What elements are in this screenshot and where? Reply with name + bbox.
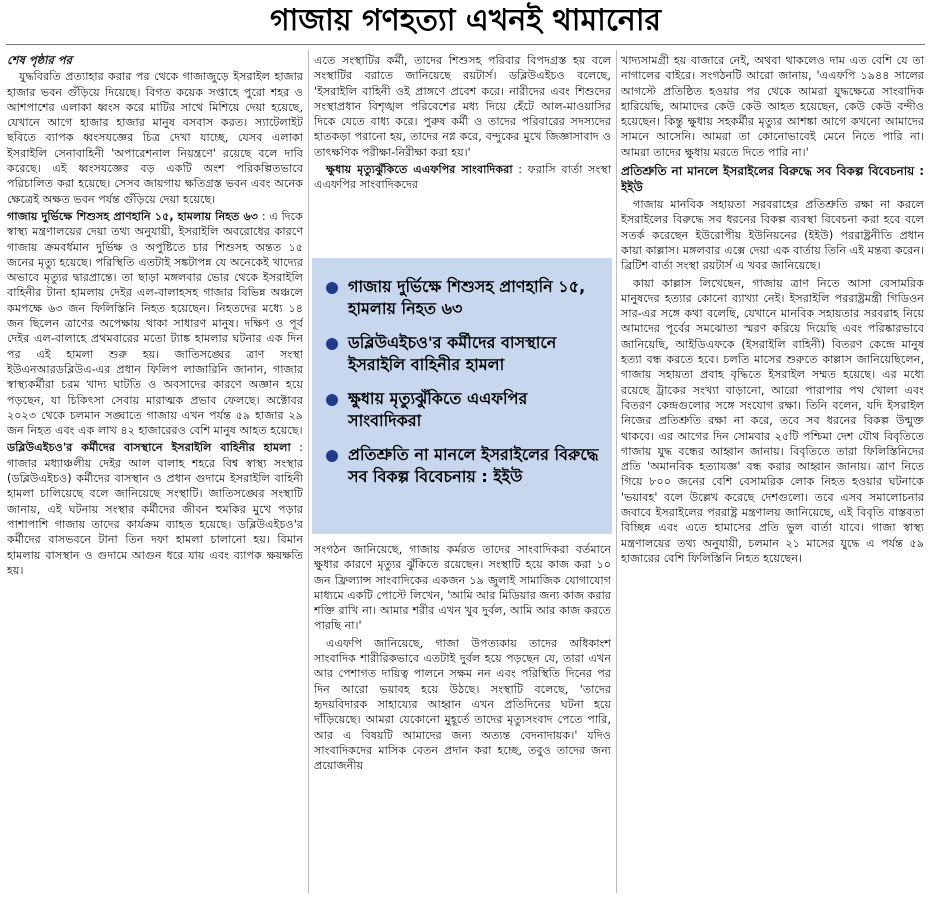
paragraph: এএফপি জানিয়েছে, গাজা উপত্যকায় তাদের অধিকাংশ সাংবাদিক শারীরিকভাবে এতটাই দুর্বল হয়ে পড়ছেন যে, তারা এখন আর পেশাগত দায়িত্ব পালনে সক্ষম নন এবং পরিস্থিতি দিনের পর দিন আরো ভয়াবহ হয়ে উঠছে। সংস্থাটি বলেছে, 'তাদের হৃদয়বিদারক সাহায্যের আহ্বান এখন প্রতিদিনের ঘটনা হয়ে দাঁড়িয়েছে। আমরা যেকোনো মুহূর্তে তাদের মৃত্যুসংবাদ পেতে পারি, আর এ বিষয়টি আমাদের জন্য অত্যন্ত বেদনাদায়ক।' যদিও সাংবাদিকদের মাসিক বেতন প্রদান করা হচ্ছে, তবুও তাদের জন্য প্রয়োজনীয়: [314, 636, 611, 773]
highlight-text: ডব্লিউএইচও'র কর্মীদের বাসস্থানে ইসরাইলি বাহিনীর হামলা: [348, 333, 557, 374]
bullet-icon: [326, 282, 338, 294]
paragraph: [314, 162, 611, 193]
paragraph: যুদ্ধবিরতি প্রত্যাহার করার পর থেকে গাজাজুড়ে ইসরাইল হাজার হাজার ভবন গুঁড়িয়ে দিয়েছে। বিগত কয়েক সপ্তাহে পুরো শহর ও আশপাশের এলাকা ধ্বংস করে মাটির সাথে মিশিয়ে দেয়া হয়েছে, যেখানে আগে হাজার হাজার মানুষ বসবাস করত। স্যাটেলাইট ছবিতে ব্যাপক ধ্বংসযজ্ঞের চিত্র দেখা যাচ্ছে, যেসব এলাকা ইসরাইলি সেনাবাহিনী 'অপারেশনাল নিয়ন্ত্রণে' রয়েছে বলে দাবি করেছে। এই ধ্বংসযজ্ঞের বড় একটি অংশ পরিকল্পিতভাবে পরিচালিত করা হয়েছে। সেসব জায়গায় ক্ষতিগ্রস্ত ভবন এবং অনেক ক্ষেত্রেই অক্ষত ভবন পর্যন্ত গুঁড়িয়ে দেয়া হয়েছে।: [7, 70, 303, 206]
highlight-text: প্রতিশ্রুতি না মানলে ইসরাইলের বিরুদ্ধে সব বিকল্প বিবেচনায় : ইইউ: [348, 445, 599, 486]
paragraph: [7, 209, 303, 438]
column-divider: [308, 50, 309, 893]
paragraph: গাজায় মানবিক সহায়তা সরবরাহের প্রতিশ্রুতি রক্ষা না করলে ইসরাইলের বিরুদ্ধে সব ধরনের বিকল্প ব্যবস্থা বিবেচনা করা হবে বলে সতর্ক করেছেন ইউরোপীয় ইউনিয়নের (ইইউ) পররাষ্ট্রনীতি প্রধান কায়া কাল্লাস। মঙ্গলবার এক্সে দেয়া এক বার্তায় তিনি এই মন্তব্য করেন। ব্রিটিশ বার্তা সংস্থা রয়টার্স এ খবর জানিয়েছে।: [621, 198, 924, 273]
paragraph: এতে সংস্থাটির কর্মী, তাদের শিশুসহ পরিবার বিপদগ্রস্ত হয় বলে সংস্থাটির বরাতে জানিয়েছে রয়টার্স। ডব্লিউএইচও বলেছে, 'ইসরাইলি বাহিনী ওই প্রাঙ্গণে প্রবেশ করে। নারীদের এবং শিশুদের সংস্থাপ্রধান বিশৃঙ্খল পরিবেশের মধ্য দিয়ে হেঁটে আল-মাওয়াসির দিকে যেতে বাধ্য করে। পুরুষ কর্মী ও তাদের পরিবারের সদস্যদের হাতকড়া পরানো হয়, তাদের নগ্ন করে, বন্দুকের মুখে জিজ্ঞাসাবাদ ও তাৎক্ষণিক পরীক্ষা-নিরীক্ষা করা হয়।': [314, 54, 611, 159]
paragraph-text: : এ দিকে স্বাস্থ্য মন্ত্রণালয়ের দেয়া তথ্য অনুযায়ী, ইসরাইলি অবরোধের কারণে গাজায় ক্রমবর্ধমান দুর্ভিক্ষ ও অপুষ্টিতে চার শিশুসহ অন্তত ১৫ জনের মৃত্যু হয়েছে। পরিস্থিতি এতটাই সঙ্কটাপন্ন যে অনেকেই খাদ্যের অভাবে মৃত্যুর দ্বারপ্রান্তে। তা ছাড়া মঙ্গলবার ভোর থেকে ইসরাইলি বাহিনীর টানা হামলায় দেইর এল-বালাহসহ গাজার বিভিন্ন অঞ্চলে কমপক্ষে ৬৩ জন ফিলিস্তিনি নিহত হয়েছেন। নিহতদের মধ্যে ১৪ জন ছিলেন ত্রাণের অপেক্ষায় থাকা সাধারণ মানুষ। দক্ষিণ ও পূর্ব দেইর এল-বালাহে প্রথমবারের মতো ট্যাঙ্ক হামলার ঘটনার এক দিন পর এই হামলা শুরু হয়। জাতিসঙ্ঘের ত্রাণ সংস্থা ইউএনআরডব্লিউএ-এর প্রধান ফিলিপ লাজারিনি জানান, গাজার স্বাস্থ্যকর্মীরা চরম খাদ্য ঘাটতি ও অবসাদের কারণে অজ্ঞান হয়ে পড়ছেন, যা চিকিৎসা সেবায় মারাত্মক প্রভাব ফেলছে। অক্টোবর ২০২৩ থেকে চলমান সঙ্ঘাতে গাজায় এখন পর্যন্ত ৫৯ হাজার ২৯ জন নিহত এবং এক লাখ ৪২ হাজারেরও বেশি মানুষ আহত হয়েছে।: [7, 209, 303, 438]
highlight-text: গাজায় দুর্ভিক্ষে শিশুসহ প্রাণহানি ১৫, হামলায় নিহত ৬৩: [348, 277, 586, 318]
article-column-1: [7, 53, 303, 893]
bullet-icon: [326, 338, 338, 350]
subheading: ক্ষুধায় মৃত্যুঝুঁকিতে এএফপির সাংবাদিকরা: [326, 163, 513, 177]
continuation-kicker: শেষ পৃষ্ঠার পর: [7, 53, 72, 67]
subheading: প্রতিশ্রুতি না মানলে ইসরাইলের বিরুদ্ধে সব বিকল্প বিবেচনায় : ইইউ: [621, 164, 924, 195]
paragraph: কায়া কাল্লাস লিখেছেন, গাজায় ত্রাণ নিতে আসা বেসামরিক মানুষদের হত্যার কোনো ব্যাখ্যা নেই। ইসরাইলি পররাষ্ট্রমন্ত্রী গিডিওন সার-এর সঙ্গে কথা বলেছি, যেখানে মানবিক সহায়তার সরবরাহ নিয়ে আমাদের পূর্বের সমঝোতা স্মরণ করিয়ে দিয়েছি এবং পরিষ্কারভাবে জানিয়েছি, আইডিএফকে (ইসরাইলি বাহিনী) বিতরণ কেন্দ্রে মানুষ হত্যা বন্ধ করতে হবে। চলতি মাসের শুরুতে কাল্লাস জানিয়েছিলেন, গাজায় সহায়তা প্রবাহ বৃদ্ধিতে ইসরাইল সম্মত হয়েছে। এর মধ্যে রয়েছে ট্রাকের সংখ্যা বাড়ানো, আরো পারাপার পথ খোলা এবং বিতরণ কেন্দ্রগুলোর সঙ্গে সংযোগ রক্ষা। তিনি বলেন, যদি ইসরাইল নিজের প্রতিশ্রুতি রক্ষা না করে, তবে সব ধরনের বিকল্প উন্মুক্ত থাকবে। এর আগের দিন সোমবার ২৫টি পশ্চিমা দেশ যৌথ বিবৃতিতে গাজায় যুদ্ধ বন্ধের আহ্বান জানায়। বিবৃতিতে তারা ফিলিস্তিনিদের প্রতি 'অমানবিক হত্যাযজ্ঞ' বন্ধ করার আহ্বান জানায়। ত্রাণ নিতে গিয়ে ৮০০ জনের বেশি বেসামরিক লোক নিহত হওয়ার ঘটনাকে 'ভয়াবহ' বলে উল্লেখ করেছে দেশগুলো। তবে এসব সমালোচনার জবাবে ইসরাইলের পররাষ্ট্র মন্ত্রণালয় জানিয়েছে, এই বিবৃতি বাস্তবতা বিচ্ছিন্ন এবং এতে হামাসের প্রতি ভুল বার্তা যাবে। গাজা স্বাস্থ্য মন্ত্রণালয়ের তথ্য অনুযায়ী, চলমান ২১ মাসের যুদ্ধে এ পর্যন্ত ৫৯ হাজারের বেশি ফিলিস্তিনি নিহত হয়েছেন।: [621, 276, 924, 565]
highlight-item: [326, 276, 602, 320]
headline-divider: [6, 44, 925, 45]
paragraph-text: : ফরাসি বার্তা সংস্থা এএফপির সাংবাদিকদের: [314, 163, 611, 192]
article-column-2-bottom: [314, 542, 611, 894]
paragraph: [7, 440, 303, 578]
paragraph-text: : গাজার মধ্যাঞ্চলীয় দেইর আল বালাহ শহরে বিশ্ব স্বাস্থ্য সংস্থার (ডব্লিউএইচও) কর্মীদের বাসস্থান ও প্রধান গুদামে ইসরাইলি বাহিনী হামলা চালিয়েছে বলে জানিয়েছে সংস্থাটি। জাতিসঙ্ঘের সংস্থাটি জানায়, এই ঘটনায় সংস্থার কর্মীদের জীবন হুমকির মুখে পড়ার পাশাপাশি গাজায় তাদের কার্যক্রম ব্যাহত হয়েছে। ডব্লিউএইচও'র কর্মীদের বাসভবনে টানা তিন দফা হামলা চালানো হয়। বিমান হামলায় বাসস্থান ও গুদামে আগুন ধরে যায় এবং ব্যাপক ক্ষয়ক্ষতি হয়।: [7, 441, 303, 577]
highlight-text: ক্ষুধায় মৃত্যুঝুঁকিতে এএফপির সাংবাদিকরা: [348, 389, 528, 430]
bullet-icon: [326, 450, 338, 462]
highlight-item: [326, 388, 602, 432]
bullet-icon: [326, 394, 338, 406]
highlight-item: [326, 332, 602, 376]
subheading: গাজায় দুর্ভিক্ষে শিশুসহ প্রাণহানি ১৫, হামলায় নিহত ৬৩: [7, 209, 259, 223]
paragraph: খাদ্যসামগ্রী হয় বাজারে নেই, অথবা থাকলেও দাম এত বেশি যে তা নাগালের বাইরে। সংগঠনটি আরো জানায়, 'এএফপি ১৯৪৪ সালের আগস্টে প্রতিষ্ঠিত হওয়ার পর থেকে আমরা যুদ্ধক্ষেত্রে সাংবাদিক হারিয়েছি, আমাদের কেউ কেউ আহত হয়েছেন, কেউ কেউ বন্দীও হয়েছেন। কিন্তু ক্ষুধায় সহকর্মীর মৃত্যুর আশঙ্কা আগে কখনো আমাদের সামনে আসেনি। আমরা তা কোনোভাবেই মেনে নিতে পারি না। আমরা তাদের ক্ষুধায় মরতে দিতে পারি না।': [621, 54, 924, 159]
column-divider: [616, 50, 617, 893]
highlights-box: [312, 258, 612, 534]
article-column-2-top: [314, 53, 611, 250]
paragraph: সংগঠন জানিয়েছে, গাজায় কর্মরত তাদের সাংবাদিকরা বর্তমানে ক্ষুধার কারণে মৃত্যুর ঝুঁকিতে রয়েছেন। সংস্থাটি হয়ে কাজ করা ১০ জন ফ্রিল্যান্স সাংবাদিকের একজন ১৯ জুলাই সামাজিক যোগাযোগ মাধ্যমে একটি পোস্টে লিখেন, 'আমি আর মিডিয়ার জন্য কাজ করার শক্তি রাখি না। আমার শরীর এখন খুব দুর্বল, আমি আর কাজ করতে পারছি না।': [314, 543, 611, 633]
page-headline: গাজায় গণহত্যা এখনই থামানোর: [269, 3, 662, 38]
article-column-3: [621, 53, 924, 893]
highlight-item: [326, 444, 602, 488]
subheading: ডব্লিউএইচও'র কর্মীদের বাসস্থানে ইসরাইলি বাহিনীর হামলা: [7, 441, 291, 455]
